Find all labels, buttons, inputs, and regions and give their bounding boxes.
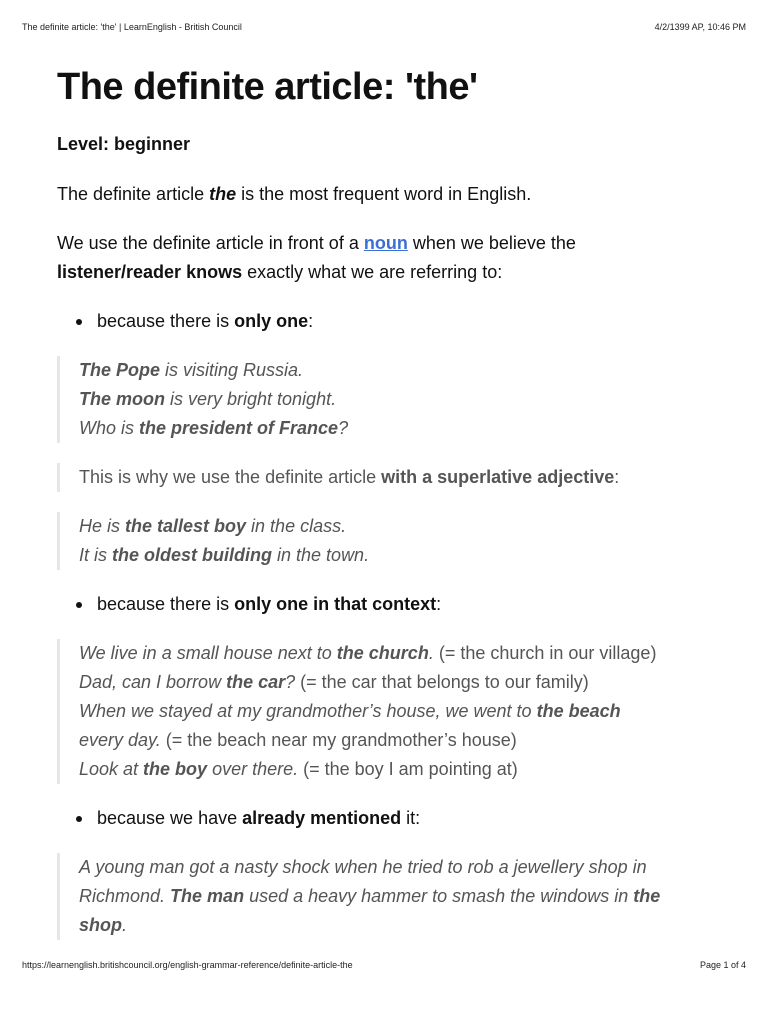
- example-quote: We live in a small house next to the church. (= the church in our village) Dad, can I borrow the car? (= the car that belongs to our family) When we stayed at my grandmother’s house, we went to the beach every day. (= the beach near my grandmother’s house) Look at the boy over there. (= the boy I am pointing at): [57, 639, 717, 784]
- article-title: The definite article: 'the': [57, 66, 478, 108]
- bullet-list: [57, 804, 717, 833]
- bullet-list: [57, 590, 717, 619]
- bullet-icon: [76, 602, 82, 608]
- print-footer: [22, 960, 746, 970]
- example-quote: The Pope is visiting Russia. The moon is very bright tonight. Who is the president of France?: [57, 356, 717, 443]
- note-quote: This is why we use the definite article with a superlative adjective:: [57, 463, 717, 492]
- usage-paragraph: We use the definite article in front of a noun when we believe the listener/reader knows exactly what we are referring to:: [57, 233, 576, 282]
- page-url: https://learnenglish.britishcouncil.org/english-grammar-reference/definite-article-the: [22, 960, 353, 970]
- article-content: [57, 62, 717, 940]
- emphasis-the: the: [209, 184, 237, 204]
- example-quote: He is the tallest boy in the class. It is the oldest building in the town.: [57, 512, 717, 570]
- page-title-header: The definite article: 'the' | LearnEnglish - British Council: [22, 22, 242, 32]
- bullet-icon: [76, 816, 82, 822]
- print-header: [22, 22, 746, 32]
- print-datetime: 4/2/1399 AP, 10:46 PM: [654, 22, 746, 32]
- example-quote: A young man got a nasty shock when he tried to rob a jewellery shop in Richmond. The man used a heavy hammer to smash the windows in the shop.: [57, 853, 717, 940]
- level-label: Level: beginner: [57, 134, 191, 154]
- list-item: because we have already mentioned it:: [57, 804, 717, 833]
- list-item: because there is only one:: [57, 307, 717, 336]
- bullet-list: [57, 307, 717, 336]
- intro-paragraph: The definite article the is the most frequent word in English.: [57, 184, 532, 204]
- bullet-icon: [76, 319, 82, 325]
- noun-link[interactable]: noun: [363, 233, 408, 253]
- page-number: Page 1 of 4: [699, 960, 746, 970]
- list-item: because there is only one in that context:: [57, 590, 717, 619]
